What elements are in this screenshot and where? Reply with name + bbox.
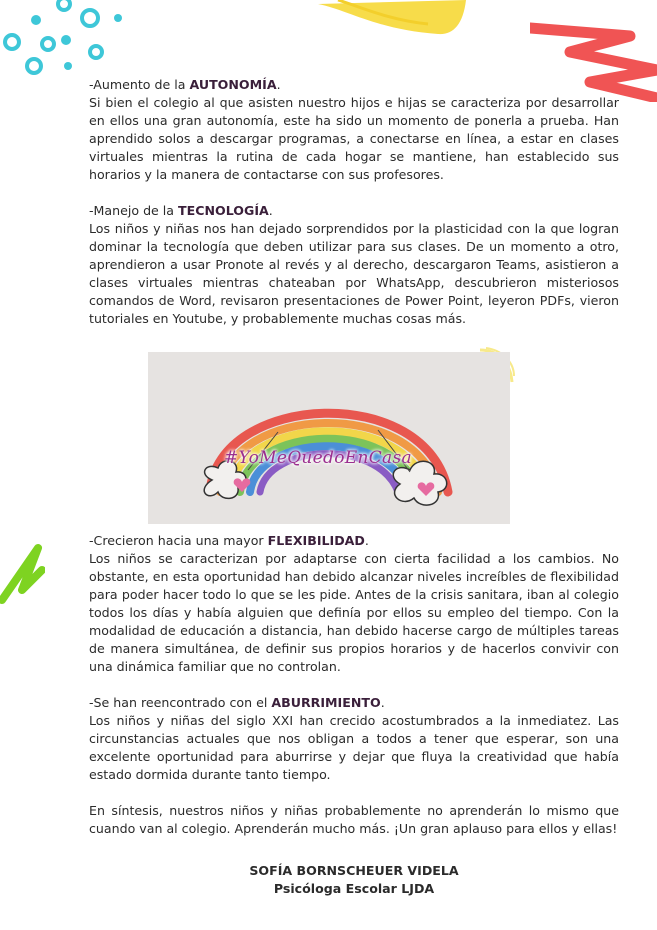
section-keyword: AUTONOMÍA xyxy=(189,77,277,92)
section-flexibilidad xyxy=(89,532,619,676)
signature-role: Psicóloga Escolar LJDA xyxy=(273,881,435,896)
section-body: Si bien el colegio al que asisten nuestro hijos e hijas se caracteriza por desarrollar en ellos una gran autonomía, este ha sido un momento de ponerla a prueba. Han aprendido solos a descargar programas, a conectarse en línea, a estar en clases virtuales mientras la rutina de cada hogar se mantiene, han establecido sus horarios y la manera de contactarse con sus profesores. xyxy=(89,95,619,182)
section-body: Los niños y niñas del siglo XXI han crecido acostumbrados a la inmediatez. Las circunstancias actuales que nos obligan a todos a tener que esperar, son una excelente oportunidad para aburrirse y dejar que fluya la creatividad que había estado dormida durante tanto tiempo. xyxy=(89,713,619,782)
closing-paragraph: En síntesis, nuestros niños y niñas probablemente no aprenderán lo mismo que cuando van al colegio. Aprenderán mucho más. ¡Un gran aplauso para ellos y ellas! xyxy=(89,803,619,836)
section-keyword: ABURRIMIENTO xyxy=(271,695,381,710)
rainbow-drawing xyxy=(148,352,510,524)
section-aburrimiento xyxy=(89,694,619,784)
upper-content xyxy=(89,76,619,346)
section-body: Los niños se caracterizan por adaptarse con cierta facilidad a los cambios. No obstante, en esta oportunidad han debido alcanzar niveles increíbles de flexibilidad para poder hacer todo lo que se les pide. Antes de la crisis sanitara, iban al colegio todos los días y había alguien que definía por ellos su empleo del tiempo. Con la modalidad de educación a distancia, han debido hacerse cargo de múltiples tareas de manera simultánea, de definir sus propios horarios y de hacerlos convivir con una dinámica familiar que no controlan. xyxy=(89,551,619,674)
section-tecnologia xyxy=(89,202,619,328)
yellow-brush-decoration xyxy=(318,0,468,40)
cyan-dots-decoration xyxy=(0,0,130,80)
section-heading: -Manejo de la TECNOLOGÍA. xyxy=(89,203,273,218)
section-heading: -Aumento de la AUTONOMÍA. xyxy=(89,77,281,92)
section-keyword: FLEXIBILIDAD xyxy=(267,533,365,548)
section-heading: -Crecieron hacia una mayor FLEXIBILIDAD. xyxy=(89,533,369,548)
section-body: Los niños y niñas nos han dejado sorprendidos por la plasticidad con la que logran dominar la tecnología que deben utilizar para sus clases. De un momento a otro, aprendieron a usar Pronote al revés y al derecho, descargaron Teams, asistieron a clases virtuales mientras chateaban por WhatsApp, descubrieron misteriosos comandos de Word, revisaron presentaciones de Power Point, leyeron PDFs, vieron tutoriales en Youtube, y probablemente muchas cosas más. xyxy=(89,221,619,326)
section-heading: -Se han reencontrado con el ABURRIMIENTO. xyxy=(89,695,385,710)
section-keyword: TECNOLOGÍA xyxy=(178,203,269,218)
rainbow-drawing-photo xyxy=(148,352,510,524)
section-autonomia xyxy=(89,76,619,184)
lower-content xyxy=(89,532,619,838)
signature-name: SOFÍA BORNSCHEUER VIDELA xyxy=(249,863,459,878)
green-zigzag-decoration xyxy=(0,540,45,610)
hashtag-label: #YoMeQuedoEnCasa xyxy=(224,448,412,468)
